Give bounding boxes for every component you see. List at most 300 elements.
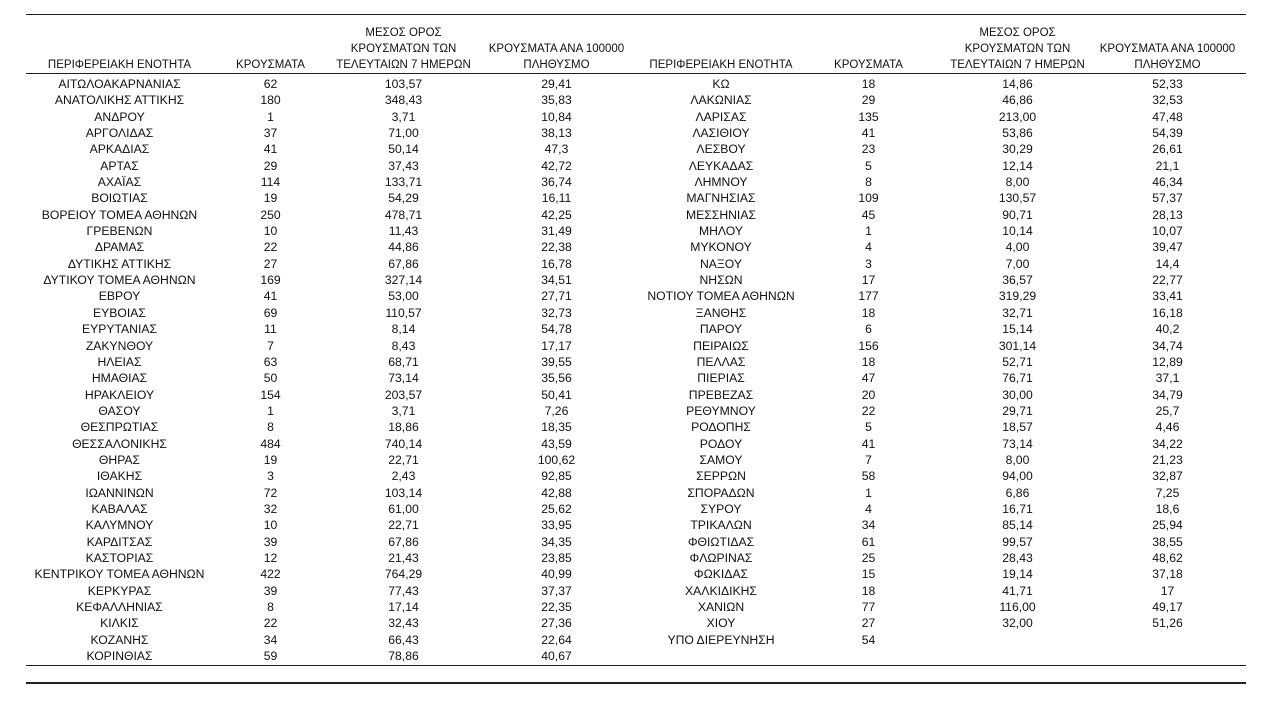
region-cell: ΕΥΡΥΤΑΝΙΑΣ [81, 322, 158, 337]
cases-cell: 20 [861, 387, 876, 402]
region-cell: ΘΕΣΠΡΩΤΙΑΣ [80, 420, 159, 435]
cases-cell: 41 [263, 142, 278, 157]
avg7-cell: 8,00 [1005, 175, 1030, 190]
cases-cell: 3 [267, 469, 274, 484]
header-cases: ΚΡΟΥΣΜΑΤΑ [236, 59, 305, 71]
region-cell: ΚΑΡΔΙΤΣΑΣ [86, 534, 153, 549]
table-row [26, 109, 634, 125]
per100k-cell: 22,64 [541, 632, 572, 647]
per100k-cell: 26,61 [1152, 142, 1183, 157]
avg7-cell: 8,00 [1005, 452, 1030, 467]
per100k-cell: 39,47 [1152, 240, 1183, 255]
per100k-cell: 22,77 [1152, 273, 1183, 288]
avg7-cell: 53,86 [1002, 126, 1033, 141]
table-row [646, 501, 1241, 517]
region-cell: ΗΛΕΙΑΣ [97, 354, 142, 369]
region-cell: ΝΟΤΙΟΥ ΤΟΜΕΑ ΑΘΗΝΩΝ [647, 289, 795, 304]
region-cell: ΧΙΟΥ [706, 616, 736, 631]
avg7-cell: 77,43 [388, 583, 419, 598]
avg7-cell: 10,14 [1002, 224, 1033, 239]
table-row [646, 468, 1241, 484]
region-cell: ΛΑΚΩΝΙΑΣ [690, 93, 752, 108]
region-cell: ΠΕΛΛΑΣ [696, 354, 746, 369]
table-row [26, 419, 634, 435]
table-row [26, 452, 634, 468]
cases-cell: 7 [267, 338, 274, 353]
table-row [26, 501, 634, 517]
region-cell: ΒΟΡΕΙΟΥ ΤΟΜΕΑ ΑΘΗΝΩΝ [41, 207, 198, 222]
table-row [646, 76, 1241, 92]
region-cell: ΗΡΑΚΛΕΙΟΥ [84, 387, 155, 402]
per100k-cell: 4,46 [1155, 420, 1180, 435]
avg7-cell: 103,14 [384, 485, 423, 500]
table-row [26, 305, 634, 321]
region-cell: ΔΥΤΙΚΟΥ ΤΟΜΕΑ ΑΘΗΝΩΝ [43, 273, 196, 288]
per100k-cell: 16,18 [1152, 305, 1183, 320]
cases-cell: 169 [260, 273, 281, 288]
avg7-cell: 6,86 [1005, 485, 1030, 500]
avg7-cell: 30,00 [1002, 387, 1033, 402]
table-row [26, 239, 634, 255]
avg7-cell: 52,71 [1002, 354, 1033, 369]
cases-cell: 15 [861, 567, 876, 582]
cases-cell: 5 [865, 420, 872, 435]
per100k-cell: 39,55 [541, 354, 572, 369]
avg7-cell: 71,00 [388, 126, 419, 141]
cases-cell: 63 [263, 354, 278, 369]
per100k-cell: 17,17 [541, 338, 572, 353]
cases-cell: 8 [267, 600, 274, 614]
per100k-cell: 40,2 [1155, 322, 1180, 337]
table-row [26, 648, 634, 664]
per100k-cell: 38,13 [541, 126, 572, 141]
per100k-cell: 36,74 [541, 175, 572, 190]
avg7-cell: 11,43 [388, 224, 419, 239]
region-cell: ΝΑΞΟΥ [699, 256, 743, 271]
avg7-cell: 103,57 [384, 77, 423, 91]
region-cell: ΖΑΚΥΝΘΟΥ [85, 338, 154, 353]
avg7-cell: 28,43 [1002, 550, 1033, 565]
per100k-cell: 27,36 [541, 616, 572, 631]
avg7-cell: 36,57 [1002, 273, 1033, 288]
table-row [26, 354, 634, 370]
region-cell: ΔΥΤΙΚΗΣ ΑΤΤΙΚΗΣ [67, 256, 172, 271]
region-cell: ΛΕΣΒΟΥ [696, 142, 746, 157]
table-row [646, 174, 1241, 190]
per100k-cell: 51,26 [1152, 616, 1183, 631]
table-row [646, 256, 1241, 272]
cases-cell: 10 [263, 518, 278, 533]
avg7-cell: 8,43 [391, 338, 416, 353]
cases-cell: 59 [263, 649, 278, 664]
table-row [646, 141, 1241, 157]
table-row [26, 158, 634, 174]
region-cell: ΘΕΣΣΑΛΟΝΙΚΗΣ [72, 436, 167, 451]
avg7-cell: 3,71 [391, 109, 416, 124]
cases-cell: 7 [865, 452, 872, 467]
header-avg7 [328, 25, 479, 73]
region-cell: ΑΡΚΑΔΙΑΣ [89, 142, 150, 157]
left-cases-table [26, 25, 634, 664]
per100k-cell: 34,35 [541, 534, 572, 549]
avg7-cell: 348,43 [384, 93, 423, 108]
avg7-cell: 50,14 [388, 142, 419, 157]
table-row [646, 566, 1241, 582]
header-per100k-line1: ΚΡΟΥΣΜΑΤΑ ΑΝΑ 100000 [488, 43, 625, 55]
table-row [646, 436, 1241, 452]
cases-cell: 19 [263, 191, 278, 206]
region-cell: ΞΑΝΘΗΣ [695, 305, 747, 320]
cases-cell: 12 [263, 550, 278, 565]
region-cell: ΕΒΡΟΥ [98, 289, 141, 304]
avg7-cell: 133,71 [384, 175, 423, 190]
region-cell: ΑΡΓΟΛΙΔΑΣ [85, 126, 154, 141]
cases-cell: 50 [263, 371, 278, 386]
cases-cell: 34 [263, 632, 278, 647]
region-cell: ΡΕΘΥΜΝΟΥ [686, 403, 756, 418]
avg7-cell: 21,43 [388, 550, 419, 565]
cases-cell: 61 [861, 534, 876, 549]
table-row [646, 599, 1241, 615]
cases-cell: 32 [263, 501, 278, 516]
per100k-cell: 46,34 [1152, 175, 1183, 190]
region-cell: ΘΑΣΟΥ [98, 403, 141, 418]
per100k-cell: 35,83 [541, 93, 572, 108]
per100k-cell: 34,51 [541, 273, 572, 288]
per100k-cell: 27,71 [541, 289, 572, 304]
region-cell: ΔΡΑΜΑΣ [94, 240, 145, 255]
avg7-cell: 54,29 [388, 191, 419, 206]
table-row [646, 239, 1241, 255]
per100k-cell: 18,6 [1155, 501, 1180, 516]
per100k-cell: 21,23 [1152, 452, 1183, 467]
avg7-cell: 32,00 [1002, 616, 1033, 631]
table-row [646, 387, 1241, 403]
avg7-cell: 78,86 [388, 649, 419, 664]
cases-cell: 154 [260, 387, 281, 402]
avg7-cell: 32,71 [1002, 305, 1033, 320]
per100k-cell: 22,38 [541, 240, 572, 255]
avg7-cell: 7,00 [1005, 256, 1030, 271]
cases-cell: 27 [263, 256, 278, 271]
avg7-cell: 740,14 [384, 436, 423, 451]
region-cell: ΘΗΡΑΣ [98, 452, 141, 467]
region-cell: ΚΕΝΤΡΙΚΟΥ ΤΟΜΕΑ ΑΘΗΝΩΝ [34, 567, 205, 582]
region-cell: ΣΥΡΟΥ [700, 501, 742, 516]
avg7-cell: 22,71 [388, 518, 419, 533]
header-cases: ΚΡΟΥΣΜΑΤΑ [834, 59, 903, 71]
region-cell: ΑΝΑΤΟΛΙΚΗΣ ΑΤΤΙΚΗΣ [54, 93, 185, 108]
table-row [26, 321, 634, 337]
per100k-cell: 25,7 [1155, 403, 1180, 418]
table-row [26, 190, 634, 206]
region-cell: ΚΩ [712, 77, 730, 91]
cases-cell: 8 [267, 420, 274, 435]
avg7-cell: 14,86 [1002, 77, 1033, 91]
cases-cell: 45 [861, 207, 876, 222]
cases-cell: 41 [861, 126, 876, 141]
header-per100k [479, 25, 634, 73]
cases-cell: 5 [865, 158, 872, 173]
avg7-cell: 85,14 [1002, 518, 1033, 533]
region-cell: ΚΑΣΤΟΡΙΑΣ [85, 550, 154, 565]
avg7-cell: 12,14 [1002, 158, 1033, 173]
cases-cell: 29 [263, 158, 278, 173]
table-row [26, 583, 634, 599]
per100k-cell: 18,35 [541, 420, 572, 435]
region-cell: ΠΑΡΟΥ [699, 322, 743, 337]
header-avg7-line3: ΤΕΛΕΥΤΑΙΩΝ 7 ΗΜΕΡΩΝ [336, 59, 471, 71]
per100k-cell: 47,3 [544, 142, 569, 157]
table-row [26, 370, 634, 386]
table-row [646, 288, 1241, 304]
region-cell: ΑΝΔΡΟΥ [94, 109, 145, 124]
per100k-cell: 25,62 [541, 501, 572, 516]
per100k-cell: 42,88 [541, 485, 572, 500]
table-row [26, 223, 634, 239]
region-cell: ΚΕΡΚΥΡΑΣ [87, 583, 152, 598]
per100k-cell: 25,94 [1152, 518, 1183, 533]
per100k-cell: 52,33 [1152, 77, 1183, 91]
per100k-cell: 10,84 [541, 109, 572, 124]
avg7-cell: 29,71 [1002, 403, 1033, 418]
avg7-cell: 67,86 [388, 256, 419, 271]
per100k-cell: 32,87 [1152, 469, 1183, 484]
header-per100k-line2: ΠΛΗΘΥΣΜΟ [1134, 59, 1201, 71]
header-per100k-line2: ΠΛΗΘΥΣΜΟ [523, 59, 590, 71]
per100k-cell: 22,35 [541, 600, 572, 614]
per100k-cell: 32,73 [541, 305, 572, 320]
table-row [26, 534, 634, 550]
per100k-cell: 50,41 [541, 387, 572, 402]
avg7-cell: 478,71 [384, 207, 423, 222]
avg7-cell: 18,57 [1002, 420, 1033, 435]
region-cell: ΚΟΡΙΝΘΙΑΣ [86, 649, 153, 664]
cases-cell: 156 [858, 338, 879, 353]
avg7-cell: 90,71 [1002, 207, 1033, 222]
per100k-cell: 40,99 [541, 567, 572, 582]
table-row [646, 534, 1241, 550]
region-cell: ΑΙΤΩΛΟΑΚΑΡΝΑΝΙΑΣ [58, 77, 181, 91]
footer-rule [26, 682, 1246, 684]
avg7-cell: 130,57 [998, 191, 1037, 206]
per100k-cell: 54,78 [541, 322, 572, 337]
cases-cell: 422 [260, 567, 281, 582]
per100k-cell: 38,55 [1152, 534, 1183, 549]
region-cell: ΤΡΙΚΑΛΩΝ [690, 518, 752, 533]
region-cell: ΧΑΝΙΩΝ [697, 600, 745, 614]
table-row [26, 92, 634, 108]
avg7-cell: 73,14 [388, 371, 419, 386]
header-region: ΠΕΡΙΦΕΡΕΙΑΚΗ ΕΝΟΤΗΤΑ [649, 59, 793, 71]
region-cell: ΛΗΜΝΟΥ [694, 175, 748, 190]
per100k-cell: 31,49 [541, 224, 572, 239]
avg7-cell: 41,71 [1002, 583, 1033, 598]
header-avg7-line2: ΚΡΟΥΣΜΑΤΩΝ ΤΩΝ [964, 43, 1071, 55]
table-row [26, 485, 634, 501]
table-row [646, 485, 1241, 501]
header-avg7-line2: ΚΡΟΥΣΜΑΤΩΝ ΤΩΝ [350, 43, 457, 55]
table-row [646, 223, 1241, 239]
table-row [646, 321, 1241, 337]
per100k-cell: 29,41 [541, 77, 572, 91]
cases-cell: 18 [861, 583, 876, 598]
region-cell: ΓΡΕΒΕΝΩΝ [86, 224, 153, 239]
top-rule [26, 14, 1246, 15]
per100k-cell: 100,62 [537, 452, 576, 467]
avg7-cell: 18,86 [388, 420, 419, 435]
avg7-cell: 16,71 [1002, 501, 1033, 516]
per100k-cell: 16,11 [541, 191, 572, 206]
table-row [646, 158, 1241, 174]
region-cell: ΑΡΤΑΣ [100, 158, 139, 173]
avg7-cell: 4,00 [1005, 240, 1030, 255]
per100k-cell: 33,95 [541, 518, 572, 533]
per100k-cell: 35,56 [541, 371, 572, 386]
table-row [26, 632, 634, 648]
region-cell: ΜΗΛΟΥ [698, 224, 744, 239]
header-avg7-line3: ΤΕΛΕΥΤΑΙΩΝ 7 ΗΜΕΡΩΝ [950, 59, 1085, 71]
region-cell: ΙΩΑΝΝΙΝΩΝ [85, 485, 154, 500]
avg7-cell: 46,86 [1002, 93, 1033, 108]
avg7-cell: 327,14 [384, 273, 423, 288]
cases-cell: 34 [861, 518, 876, 533]
region-cell: ΚΑΒΑΛΑΣ [91, 501, 148, 516]
avg7-cell: 73,14 [1002, 436, 1033, 451]
avg7-cell: 8,14 [391, 322, 416, 337]
table-row [646, 632, 1241, 648]
header-row [26, 25, 634, 73]
cases-cell: 18 [861, 354, 876, 369]
table-row [646, 125, 1241, 141]
per100k-cell: 33,41 [1152, 289, 1183, 304]
table-row [26, 566, 634, 582]
region-cell: ΛΑΣΙΘΙΟΥ [692, 126, 750, 141]
avg7-cell: 94,00 [1002, 469, 1033, 484]
table-row [26, 125, 634, 141]
cases-cell: 177 [858, 289, 879, 304]
avg7-cell: 19,14 [1002, 567, 1033, 582]
cases-cell: 41 [861, 436, 876, 451]
per100k-cell: 34,79 [1152, 387, 1183, 402]
region-cell: ΚΟΖΑΝΗΣ [90, 632, 149, 647]
region-cell: ΚΑΛΥΜΝΟΥ [85, 518, 154, 533]
avg7-cell: 66,43 [388, 632, 419, 647]
cases-cell: 47 [861, 371, 876, 386]
region-cell: ΦΛΩΡΙΝΑΣ [689, 550, 753, 565]
per100k-cell: 57,37 [1152, 191, 1183, 206]
table-row [646, 583, 1241, 599]
per100k-cell: 17 [1160, 583, 1175, 598]
table-row [646, 338, 1241, 354]
table-row [646, 272, 1241, 288]
avg7-cell: 110,57 [385, 305, 422, 320]
avg7-cell: 203,57 [384, 387, 423, 402]
cases-cell: 39 [263, 534, 278, 549]
cases-cell: 77 [861, 600, 876, 614]
per100k-cell: 42,72 [541, 158, 572, 173]
per100k-cell: 28,13 [1152, 207, 1183, 222]
table-row [26, 338, 634, 354]
avg7-cell: 3,71 [391, 403, 416, 418]
avg7-cell: 32,43 [388, 616, 419, 631]
table-row [26, 387, 634, 403]
region-cell: ΥΠΟ ΔΙΕΡΕΥΝΗΣΗ [667, 632, 775, 647]
per100k-cell: 7,26 [544, 403, 569, 418]
region-cell: ΚΕΦΑΛΛΗΝΙΑΣ [76, 600, 163, 614]
per100k-cell: 49,17 [1152, 600, 1183, 614]
table-row [646, 615, 1241, 631]
avg7-cell: 61,00 [388, 501, 419, 516]
header-row [646, 25, 1241, 73]
cases-cell: 22 [263, 240, 278, 255]
per100k-cell: 92,85 [541, 469, 572, 484]
per100k-cell: 43,59 [541, 436, 572, 451]
table-row [646, 370, 1241, 386]
cases-cell: 109 [858, 191, 879, 206]
per100k-cell: 10,07 [1152, 224, 1183, 239]
cases-cell: 250 [260, 207, 281, 222]
table-row [26, 517, 634, 533]
cases-cell: 22 [861, 403, 876, 418]
table-row [26, 207, 634, 223]
header-per100k-line1: ΚΡΟΥΣΜΑΤΑ ΑΝΑ 100000 [1099, 43, 1236, 55]
table-row [26, 615, 634, 631]
cases-cell: 4 [865, 240, 872, 255]
avg7-cell: 764,29 [384, 567, 423, 582]
avg7-cell: 99,57 [1002, 534, 1033, 549]
region-cell: ΛΑΡΙΣΑΣ [695, 109, 747, 124]
cases-cell: 8 [865, 175, 872, 190]
cases-cell: 1 [267, 403, 274, 418]
per100k-cell: 23,85 [541, 550, 572, 565]
bottom-rule [26, 665, 1246, 666]
header-per100k [1094, 25, 1241, 73]
cases-cell: 135 [858, 109, 879, 124]
table-row [26, 256, 634, 272]
region-cell: ΠΕΙΡΑΙΩΣ [693, 338, 749, 353]
cases-cell: 11 [264, 322, 277, 337]
region-cell: ΜΥΚΟΝΟΥ [690, 240, 752, 255]
cases-cell: 114 [260, 175, 281, 190]
table-row [646, 452, 1241, 468]
region-cell: ΡΟΔΟΥ [699, 436, 743, 451]
cases-cell: 37 [263, 126, 278, 141]
table-row [646, 517, 1241, 533]
avg7-cell: 301,14 [998, 338, 1037, 353]
cases-cell: 25 [861, 550, 876, 565]
region-cell: ΦΘΙΩΤΙΔΑΣ [687, 534, 755, 549]
table-row [646, 419, 1241, 435]
cases-cell: 4 [865, 501, 872, 516]
avg7-cell: 37,43 [388, 158, 419, 173]
avg7-cell: 53,00 [388, 289, 419, 304]
header-avg7-line1: ΜΕΣΟΣ ΟΡΟΣ [979, 27, 1056, 39]
region-cell: ΧΑΛΚΙΔΙΚΗΣ [685, 583, 757, 598]
per100k-cell: 21,1 [1155, 158, 1180, 173]
table-row [26, 403, 634, 419]
cases-cell: 18 [861, 77, 876, 91]
right-cases-table [646, 25, 1241, 648]
avg7-cell: 116,00 [999, 600, 1036, 614]
table-row [26, 288, 634, 304]
region-cell: ΣΕΡΡΩΝ [696, 469, 746, 484]
per100k-cell: 34,74 [1152, 338, 1183, 353]
table-row [646, 207, 1241, 223]
cases-cell: 29 [861, 93, 876, 108]
table-row [26, 174, 634, 190]
region-cell: ΙΘΑΚΗΣ [96, 469, 143, 484]
